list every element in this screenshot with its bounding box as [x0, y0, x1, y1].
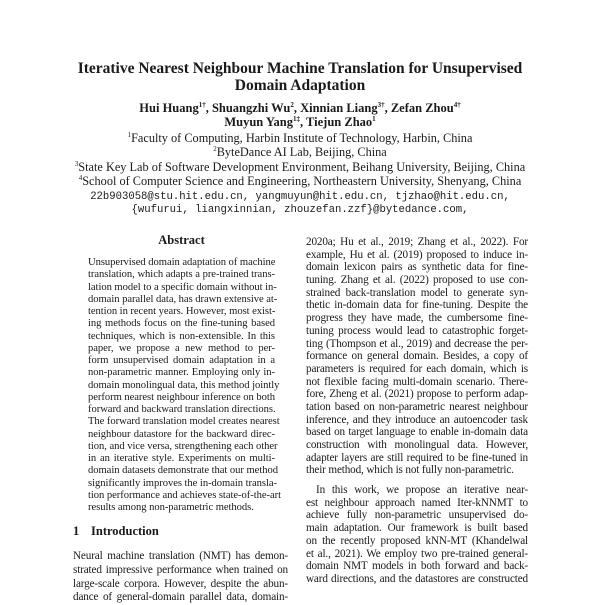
author-superscript: 4† — [453, 101, 461, 109]
abstract-heading: Abstract — [158, 233, 205, 247]
author-list — [0, 101, 600, 129]
text-line: thetic in-domain data for fine-tuning. Despite the — [306, 299, 528, 312]
author-superscript: 1‡ — [293, 115, 300, 123]
title-line: Domain Adaptation — [234, 77, 366, 94]
text-line: est neighbour approach named Iter-kNNMT to — [306, 496, 528, 509]
text-line: significantly improves the in-domain transla- — [88, 477, 277, 489]
affiliation-number: 1 — [127, 131, 132, 139]
author-name: Tiejun Zhao — [306, 115, 373, 129]
text-line: tuning. Zhang et al. (2022) proposed to use con- — [306, 274, 528, 287]
email-list — [0, 191, 600, 217]
author-superscript: 3† — [377, 101, 385, 109]
section-number: 1 — [73, 524, 80, 538]
affiliation-list — [0, 131, 600, 188]
text-line: construction with monolingual data. However, — [306, 439, 528, 451]
text-line: domain NMT models in both forward and back- — [306, 560, 528, 573]
text-line: domain datasets demonstrate that our method — [88, 465, 278, 477]
text-line: 2020a; Hu et al., 2019; Zhang et al., 2022). For — [306, 236, 528, 248]
text-line: In this work, we propose an iterative near- — [316, 484, 528, 497]
paragraph-gap — [306, 477, 528, 484]
text-line: ting (Thompson et al., 2019) and decrease the per- — [306, 337, 528, 350]
email-line: 22b903058@stu.hit.edu.cn, yangmuyun@hit.edu.cn, tjzhao@hit.edu.cn, — [90, 191, 510, 203]
text-line: strated impressive performance when trained on — [73, 563, 288, 576]
section-heading-introduction — [73, 524, 159, 539]
text-line: progress they have made, the cumbersome fine- — [306, 312, 528, 325]
text-line: translation, which adapts a pre-trained trans- — [88, 269, 275, 281]
title-line: Iterative Nearest Neighbour Machine Translation for Unsupervised — [77, 60, 523, 77]
text-line: dance of general-domain parallel data, domain- — [73, 591, 288, 604]
text-line: tion performance and achieves state-of-the-art — [88, 489, 281, 501]
affiliation-text: School of Computer Science and Engineering, Northeastern University, Shenyang, China — [82, 173, 522, 188]
author-name: Shuangzhi Wu — [211, 101, 291, 115]
affiliation — [0, 131, 600, 145]
text-line: domain monolingual data, this method jointly — [88, 379, 280, 391]
affiliation-number: 4 — [78, 173, 83, 182]
text-line: lation model to a specific domain without in- — [88, 281, 277, 293]
affiliation-text: Faculty of Computing, Harbin Institute of Technology, Harbin, China — [131, 131, 473, 145]
text-line: tention in recent years. However, most exist- — [88, 306, 276, 317]
text-line: ward directions, and the datastores are constructed — [306, 572, 528, 585]
author-name: Muyun Yang — [224, 115, 293, 129]
text-line: tuning process would lead to catastrophic forget- — [306, 324, 528, 337]
author-superscript: 1 — [372, 115, 376, 123]
text-line: inference, and they introduce an autoencoder task — [306, 413, 528, 426]
abstract-body — [88, 257, 281, 514]
introduction-body — [73, 550, 288, 605]
affiliation — [0, 160, 600, 174]
affiliation-number: 3 — [74, 159, 79, 168]
author-superscript: 2 — [290, 101, 294, 109]
text-line: results among non-parametric methods. — [88, 502, 254, 513]
text-line: The forward translation model creates nearest — [88, 416, 280, 428]
affiliation-text: ByteDance AI Lab, Beijing, China — [216, 145, 387, 160]
text-line: tation based on non-parametric nearest neighbour — [306, 400, 528, 413]
text-line: Unsupervised domain adaptation of machine — [88, 257, 276, 268]
author-name: Xinnian Liang — [300, 101, 378, 115]
section-title: Introduction — [91, 524, 159, 538]
text-line: main adaptation. Our framework is built based — [306, 522, 528, 535]
author-row: Hui Huang$^{1\dagger}$, Shuangzhi Wu$^2$, Xinnian Liang$^{3\dagger}$, Zefan Zhou$^{4\dagger}$ — [139, 101, 461, 115]
paper-title — [0, 60, 600, 94]
author-superscript: 1† — [198, 101, 206, 109]
text-line: formance on general domain. Besides, a copy of — [306, 350, 528, 363]
text-line: paper, we propose a new method to per- — [88, 342, 275, 354]
text-line: their method, which is not fully non-parametric. — [306, 464, 514, 477]
text-line: on the recently proposed kNN-MT (Khandelwal — [306, 534, 528, 547]
text-line: based on target language to enable in-domain data — [306, 426, 528, 439]
text-line: large-scale corpora. However, despite the abun- — [73, 577, 288, 590]
text-line: domain parallel data, has drawn extensive at- — [88, 293, 278, 305]
affiliation — [0, 174, 600, 188]
text-line: strained back-translation model to generate syn- — [306, 286, 528, 299]
author-name: Hui Huang — [139, 101, 199, 115]
text-line: perform nearest neighbour inference on both — [88, 391, 275, 403]
text-line: achieve fully non-parametric unsupervised do- — [306, 509, 528, 522]
text-line: parameters is required for each domain, which is — [306, 362, 528, 375]
text-line: domain lexicon pairs as synthetic data for fine- — [306, 261, 528, 274]
text-line: et al., 2021). We employ two pre-trained general- — [306, 547, 528, 560]
text-line: tion, and vice versa, strengthening each other — [88, 440, 278, 452]
right-column-body — [306, 236, 528, 586]
affiliation-text: State Key Lab of Software Development Environment, Beihang University, Beijing, China — [78, 159, 526, 174]
text-line: non-parametric manner. Employing only in- — [88, 367, 275, 379]
text-line: Neural machine translation (NMT) has demon- — [73, 550, 288, 562]
text-line: ing methods focus on the fine-tuning based — [88, 318, 275, 330]
text-line: techniques, which is non-extensible. In this — [88, 330, 275, 342]
text-line: example, Hu et al. (2019) proposed to induce in- — [306, 248, 528, 261]
text-line: fore, Zheng et al. (2021) propose to perform adap- — [306, 388, 528, 401]
affiliation — [0, 145, 600, 159]
author-row: Muyun Yang$^{1\ddagger}$, Tiejun Zhao$^1$ — [224, 115, 376, 129]
email-line: {wufurui, liangxinnian, zhouzefan.zzf}@bytedance.com, — [131, 204, 469, 216]
text-line: not flexible facing multi-domain scenario. There- — [306, 375, 528, 388]
text-line: form unsupervised domain adaptation in a — [88, 355, 275, 366]
text-line: neighbour datastore for the backward direc- — [88, 428, 275, 440]
author-name: Zefan Zhou — [390, 101, 454, 115]
text-line: adapter layers are still required to be fine-tuned in — [306, 451, 528, 464]
text-line: in an iterative style. Experiments on multi- — [88, 453, 275, 464]
affiliation-number: 2 — [213, 145, 217, 154]
text-line: forward and backward translation directions. — [88, 404, 276, 415]
